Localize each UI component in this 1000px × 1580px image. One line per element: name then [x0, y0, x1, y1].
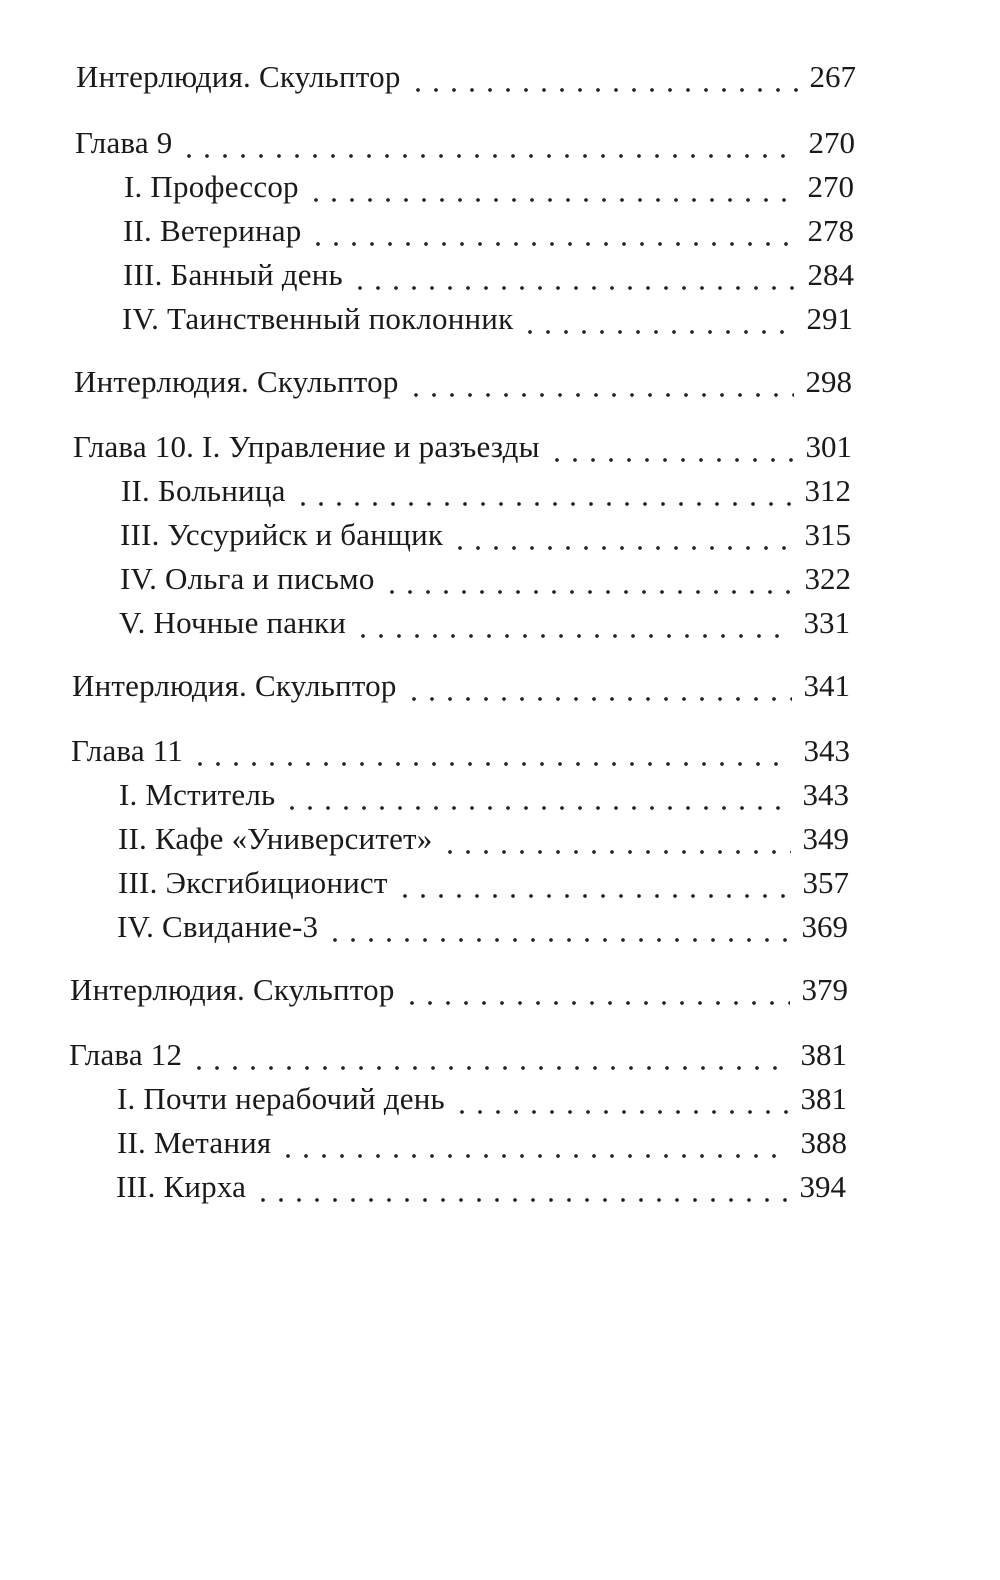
- entry-title: III. Кирха: [116, 1169, 247, 1204]
- entry-title: Глава 12: [69, 1037, 183, 1072]
- entry-title: II. Больница: [121, 473, 286, 508]
- dot-leader: [326, 905, 790, 949]
- entry-page-number: 388: [800, 1125, 847, 1160]
- toc-entry-interlude: [70, 968, 848, 1012]
- entry-title: II. Метания: [117, 1125, 272, 1160]
- dot-leader: [283, 773, 791, 817]
- toc-entry-chapter: [71, 729, 850, 773]
- dot-leader: [307, 165, 796, 209]
- toc-entry-section: [124, 165, 854, 209]
- entry-page-number: 267: [809, 59, 856, 94]
- dot-leader: [407, 360, 794, 404]
- entry-title: Интерлюдия. Скульптор: [70, 972, 395, 1007]
- toc-entry-section: [117, 905, 848, 949]
- entry-page-number: 381: [800, 1081, 847, 1116]
- entry-title: III. Банный день: [123, 257, 343, 292]
- toc-entry-section: [120, 513, 851, 557]
- toc-entry-interlude: [76, 55, 856, 99]
- dot-leader: [254, 1165, 788, 1209]
- dot-leader: [383, 557, 793, 601]
- entry-title: III. Эксгибиционист: [118, 865, 388, 900]
- entry-page-number: 369: [801, 909, 848, 944]
- toc-entry-interlude: [72, 664, 850, 708]
- entry-title: IV. Таинственный поклонник: [122, 301, 514, 336]
- dot-leader: [190, 1033, 789, 1077]
- entry-page-number: 301: [805, 429, 852, 464]
- entry-page-number: 343: [803, 733, 850, 768]
- dot-leader: [451, 513, 793, 557]
- toc-entry-section: [117, 1121, 847, 1165]
- dot-leader: [191, 729, 792, 773]
- entry-page-number: 270: [807, 169, 854, 204]
- entry-page-number: 315: [804, 517, 851, 552]
- entry-title: V. Ночные панки: [119, 605, 347, 640]
- toc-entry-section: [119, 601, 850, 645]
- toc-entry-section: [119, 773, 849, 817]
- entry-title: I. Почти нерабочий день: [117, 1081, 445, 1116]
- entry-page-number: 379: [801, 972, 848, 1007]
- dot-leader: [453, 1077, 789, 1121]
- entry-page-number: 394: [799, 1169, 846, 1204]
- toc-entry-section: [123, 209, 854, 253]
- toc-entry-section: [118, 817, 849, 861]
- toc-entry-section: [120, 557, 851, 601]
- entry-title: Глава 11: [71, 733, 184, 768]
- entry-page-number: 322: [804, 561, 851, 596]
- toc-entry-chapter: [69, 1033, 847, 1077]
- dot-leader: [409, 55, 798, 99]
- entry-page-number: 312: [804, 473, 851, 508]
- toc-entry-chapter: [75, 121, 855, 165]
- entry-page-number: 381: [800, 1037, 847, 1072]
- toc-entry-section: [116, 1165, 846, 1209]
- entry-title: I. Мститель: [119, 777, 276, 812]
- toc-entry-section: [117, 1077, 847, 1121]
- entry-page-number: 341: [803, 668, 850, 703]
- entry-page-number: 291: [806, 301, 853, 336]
- entry-page-number: 284: [807, 257, 854, 292]
- toc-entry-chapter: [73, 425, 852, 469]
- toc-entry-interlude: [74, 360, 852, 404]
- entry-page-number: 270: [808, 125, 855, 160]
- entry-title: II. Кафе «Университет»: [118, 821, 433, 856]
- dot-leader: [279, 1121, 789, 1165]
- dot-leader: [521, 297, 795, 341]
- entry-page-number: 278: [807, 213, 854, 248]
- entry-page-number: 349: [802, 821, 849, 856]
- dot-leader: [294, 469, 793, 513]
- entry-page-number: 298: [805, 364, 852, 399]
- entry-title: IV. Ольга и письмо: [120, 561, 375, 596]
- toc-entry-section: [121, 469, 851, 513]
- toc-entry-section: [123, 253, 854, 297]
- dot-leader: [309, 209, 796, 253]
- entry-title: Глава 9: [75, 125, 173, 160]
- toc-entry-section: [118, 861, 849, 905]
- entry-title: I. Профессор: [124, 169, 299, 204]
- toc-entry-section: [122, 297, 853, 341]
- dot-leader: [180, 121, 797, 165]
- entry-page-number: 357: [802, 865, 849, 900]
- entry-title: Интерлюдия. Скульптор: [74, 364, 399, 399]
- dot-leader: [548, 425, 794, 469]
- dot-leader: [354, 601, 792, 645]
- entry-title: Интерлюдия. Скульптор: [72, 668, 397, 703]
- entry-title: Интерлюдия. Скульптор: [76, 59, 401, 94]
- dot-leader: [396, 861, 791, 905]
- entry-page-number: 343: [802, 777, 849, 812]
- dot-leader: [441, 817, 792, 861]
- entry-title: II. Ветеринар: [123, 213, 302, 248]
- entry-title: Глава 10. I. Управление и разъезды: [73, 429, 540, 464]
- entry-title: III. Уссурийск и банщик: [120, 517, 444, 552]
- dot-leader: [351, 253, 796, 297]
- dot-leader: [403, 968, 790, 1012]
- dot-leader: [405, 664, 792, 708]
- entry-title: IV. Свидание-3: [117, 909, 319, 944]
- entry-page-number: 331: [803, 605, 850, 640]
